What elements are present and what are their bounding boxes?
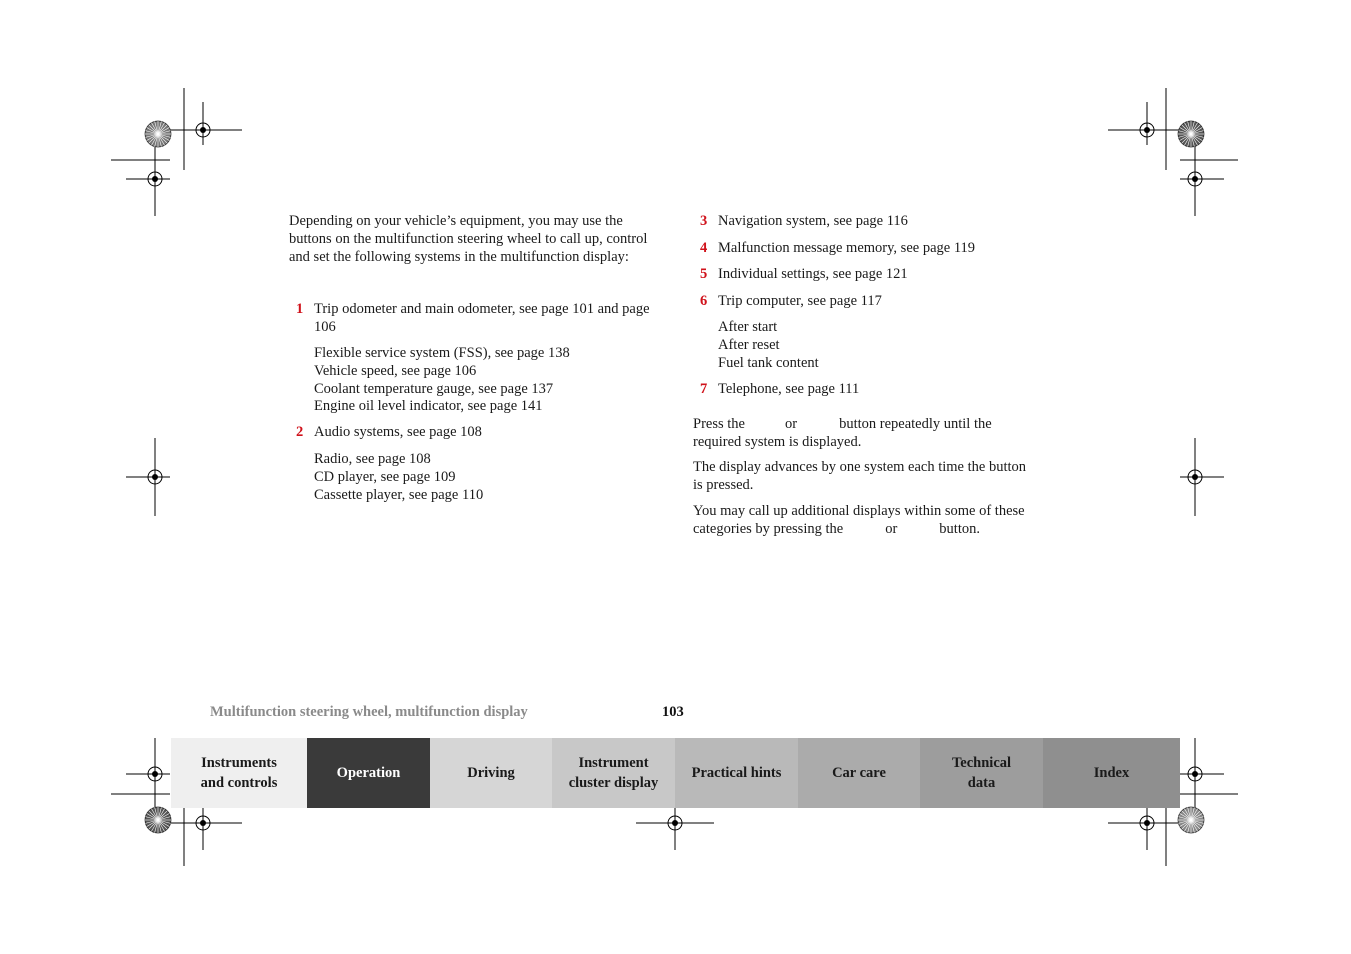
tab-practical-hints[interactable]	[675, 738, 798, 808]
sub-list-6	[693, 319, 819, 372]
tab-label: data	[967, 775, 996, 791]
additional-text-b: categories by pressing the	[693, 520, 844, 537]
tab-label: Car care	[832, 765, 886, 781]
list-item-2	[289, 424, 482, 442]
sub-item: Coolant temperature gauge, see page 137	[314, 380, 554, 397]
tab-label: cluster display	[568, 775, 659, 791]
sub-item: Flexible service system (FSS), see page 138	[314, 345, 570, 361]
tab-operation[interactable]	[307, 738, 430, 808]
tab-label: Technical	[951, 755, 1012, 771]
section-title: Multifunction steering wheel, multifunction display	[210, 704, 528, 720]
list-item-5	[693, 266, 908, 284]
section-tabs	[171, 738, 1180, 808]
sub-item: Cassette player, see page 110	[314, 486, 484, 503]
press-text-b: button repeatedly until the	[839, 416, 992, 432]
sub-item: CD player, see page 109	[314, 468, 456, 485]
list-item-3	[693, 213, 908, 231]
tab-driving[interactable]	[430, 738, 552, 808]
tab-label: Driving	[467, 765, 515, 781]
list-item-4	[693, 240, 975, 258]
item-text: Malfunction message memory, see page 119	[718, 240, 976, 256]
additional-paragraph	[693, 503, 1093, 539]
item-text: Audio systems, see page 108	[314, 424, 482, 440]
item-text: Navigation system, see page 116	[718, 213, 908, 229]
intro-paragraph: Depending on your vehicle’s equipment, you may use the buttons on the multifunction steering wheel to call up, control and set the following systems in the multifunction display:	[289, 213, 648, 265]
sub-item: After reset	[718, 336, 780, 353]
list-item-7	[693, 381, 859, 399]
additional-text-c: button.	[939, 520, 980, 537]
sub-item: Radio, see page 108	[314, 451, 431, 467]
item-number: 6	[700, 293, 708, 309]
list-item-1	[289, 301, 659, 337]
tab-index[interactable]	[1043, 738, 1180, 808]
page-number: 103	[662, 704, 684, 720]
item-number: 2	[296, 424, 304, 440]
item-number: 1	[296, 301, 304, 317]
item-number: 7	[700, 381, 708, 397]
press-text-c: required system is displayed.	[693, 433, 862, 450]
item-number: 5	[700, 266, 708, 282]
sub-item: After start	[718, 319, 778, 335]
press-text-a: Press the	[693, 416, 745, 432]
tab-label: Index	[1093, 765, 1130, 781]
item-text: Telephone, see page 111	[718, 381, 860, 397]
press-text-or: or	[784, 416, 798, 432]
item-text: Trip odometer and main odometer, see page 101 and page 106	[314, 301, 650, 335]
tab-label: Instrument	[578, 755, 649, 771]
tab-label: and controls	[200, 775, 278, 791]
additional-text-or: or	[885, 520, 898, 537]
tab-label: Practical hints	[691, 765, 782, 781]
tab-instrument-cluster-display[interactable]	[552, 738, 675, 808]
sub-list-2	[289, 451, 483, 504]
press-paragraph	[693, 416, 1073, 452]
additional-text-a: You may call up additional displays within some of these	[693, 503, 1025, 519]
tab-label: Operation	[336, 765, 401, 781]
sub-item: Engine oil level indicator, see page 141	[314, 398, 543, 415]
sub-list-1	[289, 345, 570, 416]
item-text: Individual settings, see page 121	[718, 266, 908, 282]
advance-paragraph: The display advances by one system each time the button is pressed.	[693, 459, 1027, 493]
item-text: Trip computer, see page 117	[718, 293, 882, 309]
sub-item: Fuel tank content	[718, 354, 819, 371]
tab-technical-data[interactable]	[920, 738, 1043, 808]
tab-instruments-and-controls[interactable]	[171, 738, 307, 808]
tab-car-care[interactable]	[798, 738, 920, 808]
tab-label: Instruments	[201, 755, 277, 771]
item-number: 3	[700, 213, 708, 229]
sub-item: Vehicle speed, see page 106	[314, 362, 477, 379]
item-number: 4	[700, 240, 708, 256]
list-item-6	[693, 293, 882, 311]
